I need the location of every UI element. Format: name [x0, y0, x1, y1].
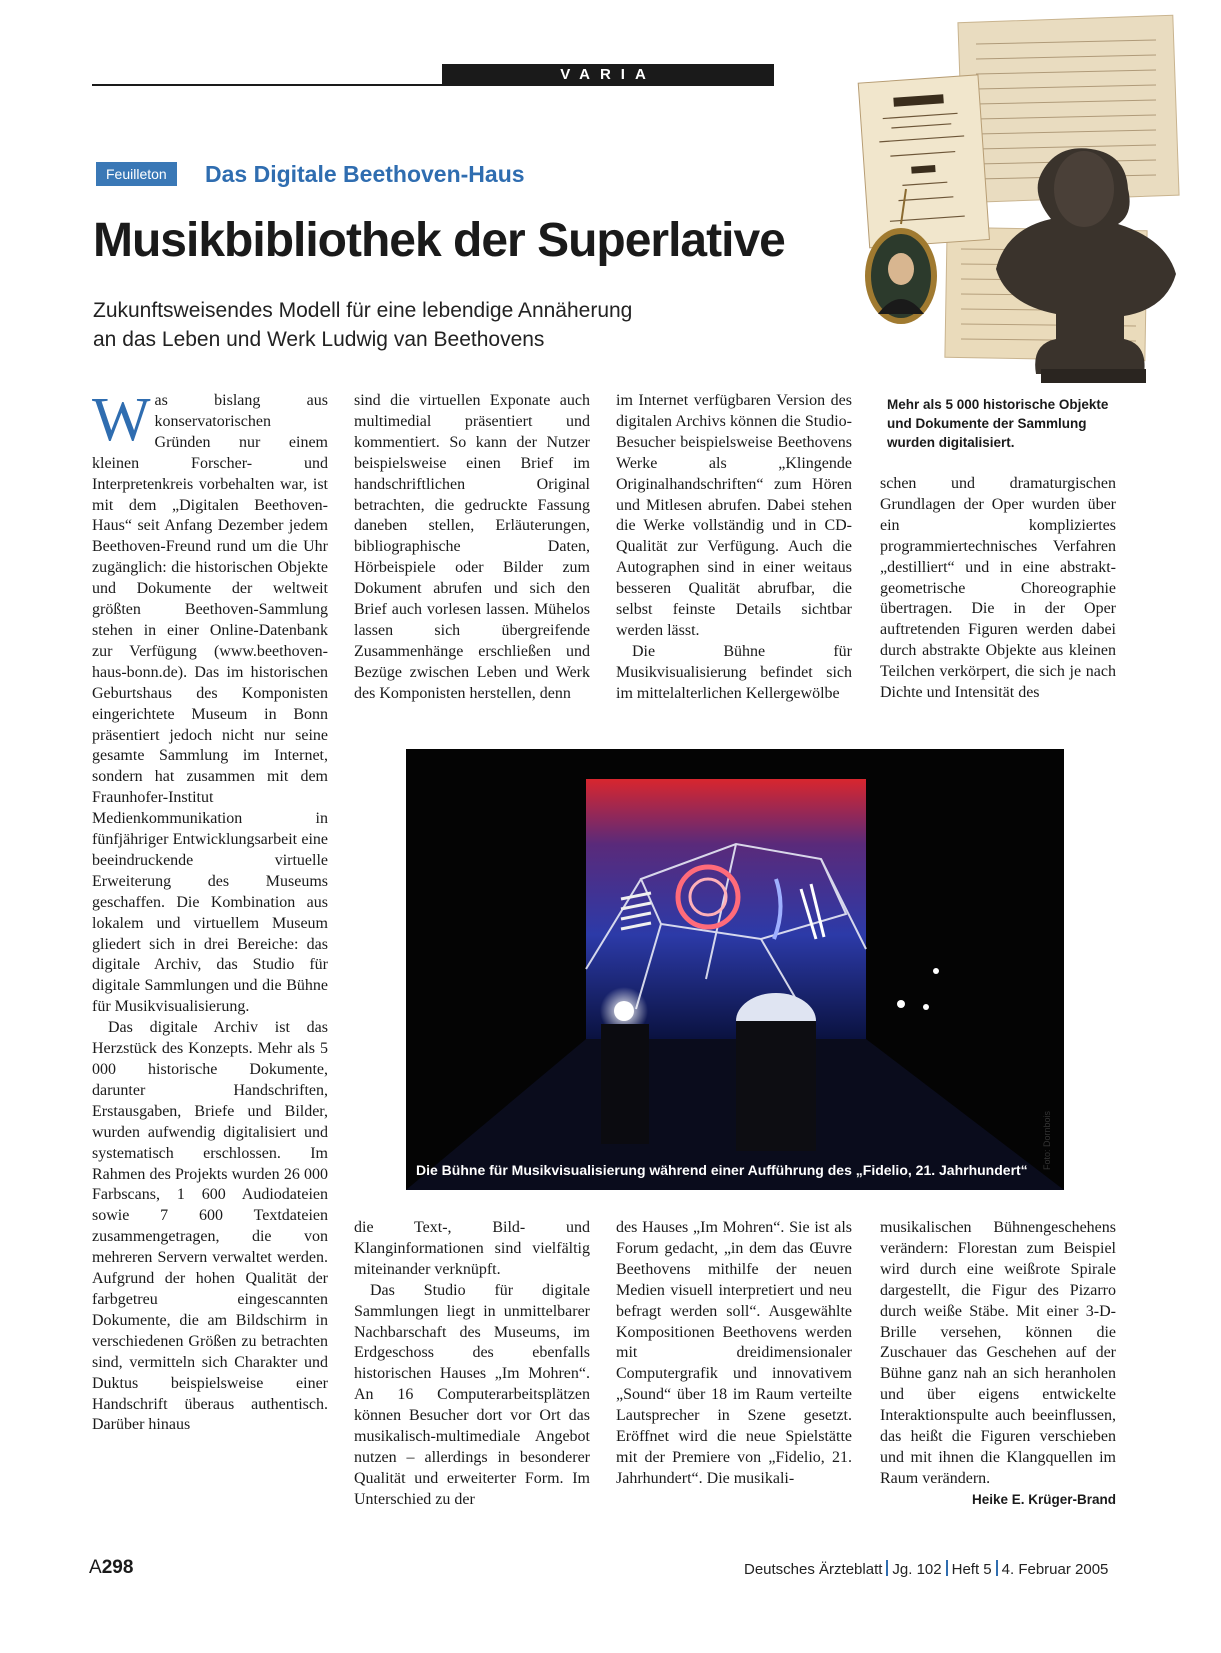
body-column-3-bottom	[616, 1218, 852, 1533]
stage-photo	[406, 749, 1064, 1190]
stage-scene-image	[406, 749, 1064, 1190]
paragraph: die Text-, Bild- und Klanginformationen sind vielfältig miteinander verknüpft.	[354, 1219, 590, 1278]
section-label: VARIA	[442, 64, 774, 86]
header-rule	[92, 84, 442, 86]
paragraph: im Internet verfügbaren Version des digitalen Archivs können die Studio-Besucher beispielsweise Beethovens Werke als „Klingende Originalhandschriften“ zum Hören und Mitlesen abrufen. Dabei stehen die Werke vollständig und in CD-Qualität zur Verfügung. Auch die Autographen sind in einer weitaus besseren Qualität abrufbar, die selbst feinste Details sichtbar werden lässt.	[616, 392, 852, 639]
author-name: Heike E. Krüger-Brand	[971, 1491, 1116, 1507]
paragraph: Das Studio für digitale Sammlungen liegt in unmittelbarer Nachbarschaft des Museums, im Erdgeschoss des ebenfalls historischen Hauses „Im Mohren“. An 16 Computerarbeitsplätzen können Besucher dort vor Ort das musikalisch-multimediale Angebot nutzen – allerdings in besonderer Qualität und erweiterter Form. Im Unterschied zu der	[354, 1281, 590, 1508]
paragraph: Die Bühne für Musikvisualisierung befindet sich im mittelalterlichen Kellergewölbe	[616, 642, 852, 702]
archive-collage-image	[856, 14, 1196, 394]
page-title: Musikbibliothek der Superlative	[93, 214, 785, 267]
stage-photo-caption: Die Bühne für Musikvisualisierung während einer Aufführung des „Fidelio, 21. Jahrhundert“	[416, 1162, 1028, 1178]
paragraph-text: as bislang aus konservatorischen Gründen nur einem kleinen Forscher- und Interpretenkreis vorbehalten war, ist mit dem „Digitalen Beethoven-Haus“ seit Anfang Dezember jedem Beethoven-Freund rund um die Uhr zugänglich: die historischen Objekte und Dokumente der weltweit größten Beethoven-Sammlung stehen in einer Online-Datenbank zur Verfügung (www.beethoven-haus-bonn.de). Das im historischen Geburtshaus des Komponisten eingerichtete Museum in Bonn präsentiert jedoch nicht nur seine gesamte Sammlung im Internet, sondern hat zusammen mit dem Fraunhofer-Institut Medienkommunikation in fünfjähriger Entwicklungsarbeit eine beeindruckende virtuelle Erweiterung des Museums geschaffen. Die Kombination aus lokalem und virtuellem Museum gliedert sich in drei Bereiche: das digitale Archiv, das Studio für digitale Sammlungen und die Bühne für Musikvisualisierung.	[92, 392, 328, 1016]
collage-caption: Mehr als 5 000 historische Objekte und Dokumente der Sammlung wurden digitalisiert.	[887, 397, 1109, 450]
paragraph	[880, 1218, 1116, 1507]
rubric-badge: Feuilleton	[96, 162, 177, 186]
photo-credit: Foto: Dornbois	[1042, 1110, 1052, 1170]
subtitle	[93, 296, 703, 354]
paragraph: des Hauses „Im Mohren“. Sie ist als Forum gedacht, „in dem das Œuvre Beethovens mithilfe der neuen Medien visuell interpretiert und neu befragt werden soll“. Ausgewählte Kompositionen Beethovens werden mit dreidimensionaler Computergrafik und innovativem „Sound“ über 18 im Raum verteilte Lautsprecher in Szene gesetzt. Eröffnet wird die neue Spielstätte mit der Premiere von „Fidelio, 21. Jahrhundert“. Die musikali-	[616, 1219, 852, 1487]
body-column-4-top	[880, 474, 1116, 726]
journal-issue: Heft 5	[951, 1561, 992, 1578]
body-column-3-top	[616, 391, 852, 726]
journal-volume: Jg. 102	[892, 1561, 942, 1578]
subtitle-line-2: an das Leben und Werk Ludwig van Beethovens	[93, 328, 545, 351]
page-prefix: A	[89, 1557, 102, 1578]
body-column-2-top	[354, 391, 590, 726]
body-column-4-bottom	[880, 1218, 1116, 1533]
journal-date: 4. Februar 2005	[1001, 1561, 1109, 1578]
body-column-2-bottom	[354, 1218, 590, 1533]
separator	[946, 1560, 948, 1576]
subtitle-line-1: Zukunftsweisendes Modell für eine lebendige Annäherung	[93, 299, 633, 322]
page-number-value: 298	[101, 1557, 134, 1578]
separator	[996, 1560, 998, 1576]
title-page-trio-icon	[858, 75, 989, 248]
paragraph: sind die virtuellen Exponate auch multimedial präsentiert und kommentiert. So kann der Nutzer beispielsweise einen Brief im handschriftlichen Original betrachten, die gedruckte Fassung daneben stellen, Erläuterungen, bibliographische Daten, Hörbeispiele oder Bilder zum Dokument abrufen und sich den Brief auch vorlesen lassen. Mühelos lassen sich übergreifende Zusammenhänge erschließen und Bezüge zwischen Leben und Werk des Komponisten herstellen, denn	[354, 392, 590, 702]
journal-name: Deutsches Ärzteblatt	[744, 1561, 883, 1578]
paragraph: schen und dramaturgischen Grundlagen der Oper wurden über ein kompliziertes programmiertechnisches Verfahren „destilliert“ und in eine abstrakt-geometrische Choreographie übertragen. Die in der Oper auftretenden Figuren werden dabei durch abstrakte Objekte aus kleinen Teilchen verkörpert, die sich je nach Dichte und Intensität des	[880, 475, 1116, 702]
paragraph-text: musikalischen Bühnengeschehens verändern: Florestan zum Beispiel wird durch eine weißrote Spirale dargestellt, die Figur des Pizarro durch weiße Stäbe. Mit einer 3-D-Brille versehen, können die Zuschauer das Geschehen auf der Bühne ganz nah an sich heranholen und über eigens entwickelte Interaktionspulte auch beeinflussen, das heißt die Figuren verschieben und mit ihnen die Klangquellen im Raum verändern.	[880, 1219, 1116, 1487]
drop-cap: W	[92, 386, 151, 454]
page-number	[89, 1557, 133, 1579]
separator	[886, 1560, 888, 1576]
body-column-1	[92, 386, 328, 1541]
kicker-title: Das Digitale Beethoven-Haus	[205, 161, 525, 187]
paragraph: Das digitale Archiv ist das Herzstück des Konzepts. Mehr als 5 000 historische Dokumente, darunter Handschriften, Erstausgaben, Briefe und Bilder, wurden aufwendig digitalisiert und systematisch erschlossen. Im Rahmen des Projekts wurden 26 000 Farbscans, 1 600 Audiodateien sowie 7 600 Textdateien zusammengetragen, die von mehreren Servern verwaltet werden. Aufgrund der hohen Qualität der farbgetreu eingescannten Dokumente, die am Bildschirm in verschiedenen Größen zu betrachten sind, vermitteln sich Charakter und Duktus beispielsweise einer Handschrift überaus authentisch. Darüber hinaus	[92, 1019, 328, 1434]
journal-footer	[744, 1560, 1108, 1578]
paragraph	[92, 386, 328, 1018]
